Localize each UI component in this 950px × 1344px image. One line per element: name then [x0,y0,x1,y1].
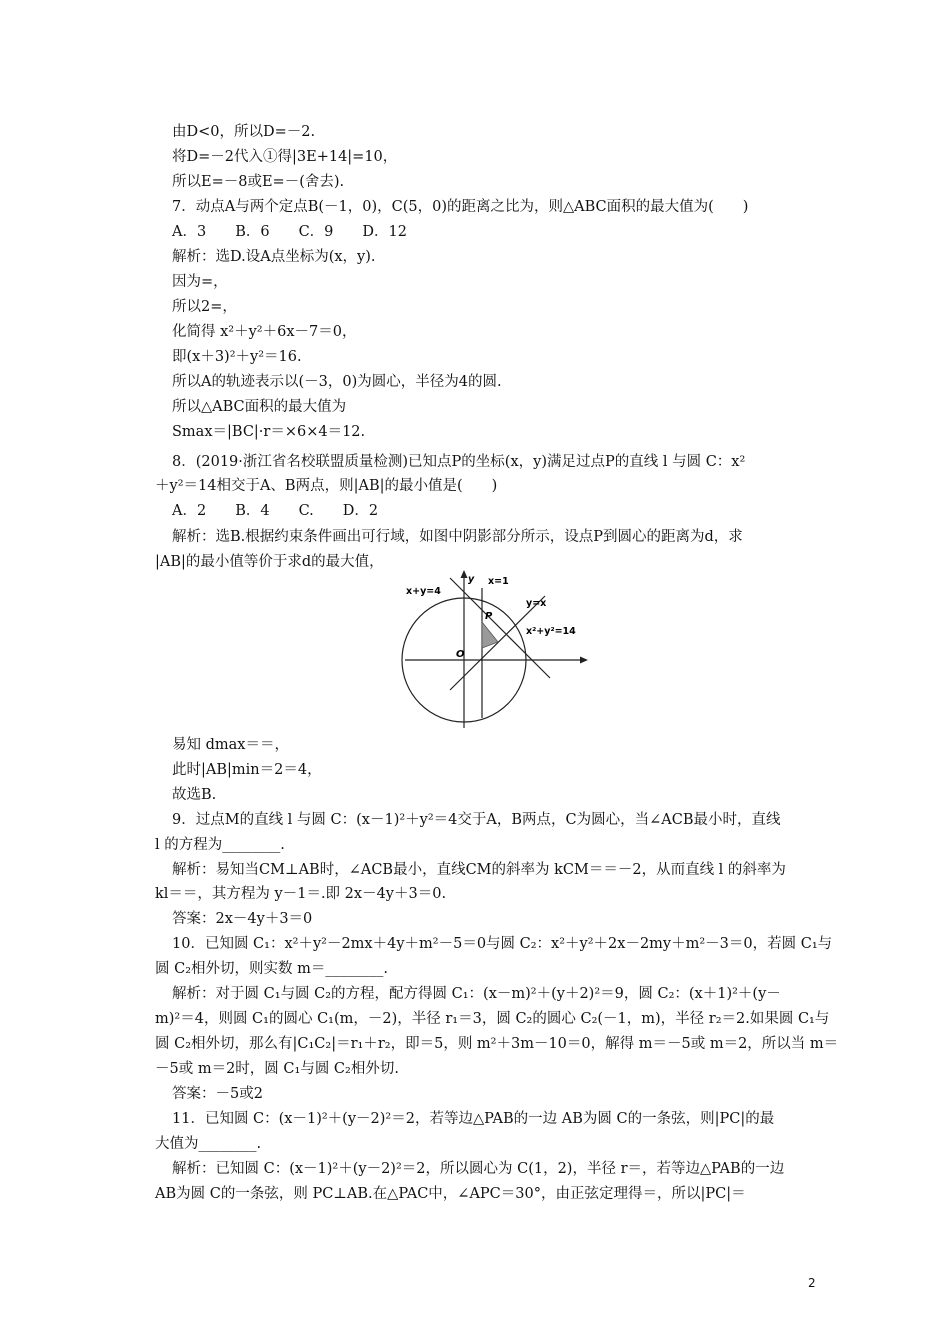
text-line: ＋y²＝14相交于A、B两点，则|AB|的最小值是( ) [155,478,498,494]
answer-10: 答案：－5或2 [172,1086,263,1102]
text-line: 解析：对于圆 C₁与圆 C₂的方程，配方得圆 C₁：(x－m)²＋(y＋2)²＝9，圆 C₂：(x＋1)²＋(y－ [172,986,781,1002]
feasible-region-figure [400,568,590,728]
question-9: 9．过点M的直线 l 与圆 C：(x－1)²＋y²＝4交于A，B两点，C为圆心，当∠ACB最小时，直线 [172,812,781,828]
text-line: 故选B. [172,787,217,803]
text-line: 解析：选B.根据约束条件画出可行域，如图中阴影部分所示，设点P到圆心的距离为d，求 [172,529,743,545]
text-line: |AB|的最小值等价于求d的最大值， [155,554,384,570]
text-line: AB为圆 C的一条弦，则 PC⊥AB.在△PAC中，∠APC＝30°，由正弦定理得＝，所以|PC|＝ [155,1186,746,1202]
text-line: 所以2=， [172,299,237,315]
text-line: 圆 C₂相外切，那么有|C₁C₂|＝r₁＋r₂，即＝5，则 m²＋3m－10＝0，解得 m＝－5或 m＝2，所以当 m＝ [155,1036,839,1052]
choices-8: A．2 B．4 C. D．2 [172,503,379,519]
label-y: y [468,574,475,585]
text-line: Smax＝|BC|·r＝×6×4＝12. [172,424,366,440]
text-line: 此时|AB|min＝2＝4， [172,762,322,778]
text-line: 解析：易知当CM⊥AB时，∠ACB最小，直线CM的斜率为 kCM＝＝－2，从而直线 l 的斜率为 [172,862,786,878]
text-line: 所以E=－8或E=－(舍去). [172,174,345,190]
text-line: 解析：选D.设A点坐标为(x，y). [172,249,376,265]
label-circle: x²+y²=14 [526,626,576,637]
label-x-1: x=1 [488,576,509,587]
text-line: 易知 dmax＝＝， [172,737,289,753]
text-line: －5或 m＝2时，圆 C₁与圆 C₂相外切. [155,1061,399,1077]
text-line: l 的方程为________. [155,837,285,853]
y-axis-arrow [461,570,468,578]
label-p: P [485,611,493,622]
text-line: 大值为________. [155,1136,262,1152]
text-line: 由D<0，所以D=－2. [172,124,316,140]
text-line: 解析：已知圆 C：(x－1)²＋(y－2)²＝2，所以圆心为 C(1，2)，半径 r＝，若等边△PAB的一边 [172,1161,785,1177]
label-x-plus-y-4: x+y=4 [406,586,441,597]
question-8: 8．(2019·浙江省名校联盟质量检测)已知点P的坐标(x，y)满足过点P的直线 l 与圆 C：x² [172,454,746,470]
question-10: 10．已知圆 C₁：x²＋y²－2mx＋4y＋m²－5＝0与圆 C₂：x²＋y²＋2x－2my＋m²－3＝0，若圆 C₁与 [172,936,833,952]
choices-7: A．3 B．6 C．9 D．12 [172,224,407,240]
question-11: 11．已知圆 C：(x－1)²＋(y－2)²＝2，若等边△PAB的一边 AB为圆 C的一条弦，则|PC|的最 [172,1111,775,1127]
label-o: O [456,649,465,660]
answer-9: 答案：2x－4y＋3＝0 [172,911,313,927]
text-line: 即(x＋3)²＋y²＝16. [172,349,302,365]
text-line: 因为=， [172,274,228,290]
text-line: 将D=－2代入①得|3E+14|=10， [172,149,398,165]
label-y-x: y=x [526,598,547,609]
text-line: m)²＝4，则圆 C₁的圆心 C₁(m，－2)，半径 r₁＝3，圆 C₂的圆心 C₂(－1，m)，半径 r₂＝2.如果圆 C₁与 [155,1011,830,1027]
question-7: 7．动点A与两个定点B(－1，0)，C(5，0)的距离之比为，则△ABC面积的最大值为( ) [172,199,749,215]
text-line: 所以A的轨迹表示以(－3，0)为圆心，半径为4的圆. [172,374,502,390]
text-line: 圆 C₂相外切，则实数 m＝________. [155,961,388,977]
text-line: 化简得 x²＋y²＋6x－7＝0， [172,324,357,340]
page-number: 2 [808,1276,816,1290]
text-line: 所以△ABC面积的最大值为 [172,399,347,415]
text-line: kl＝＝，其方程为 y－1＝.即 2x－4y＋3＝0. [155,886,447,902]
x-axis-arrow [580,657,588,664]
